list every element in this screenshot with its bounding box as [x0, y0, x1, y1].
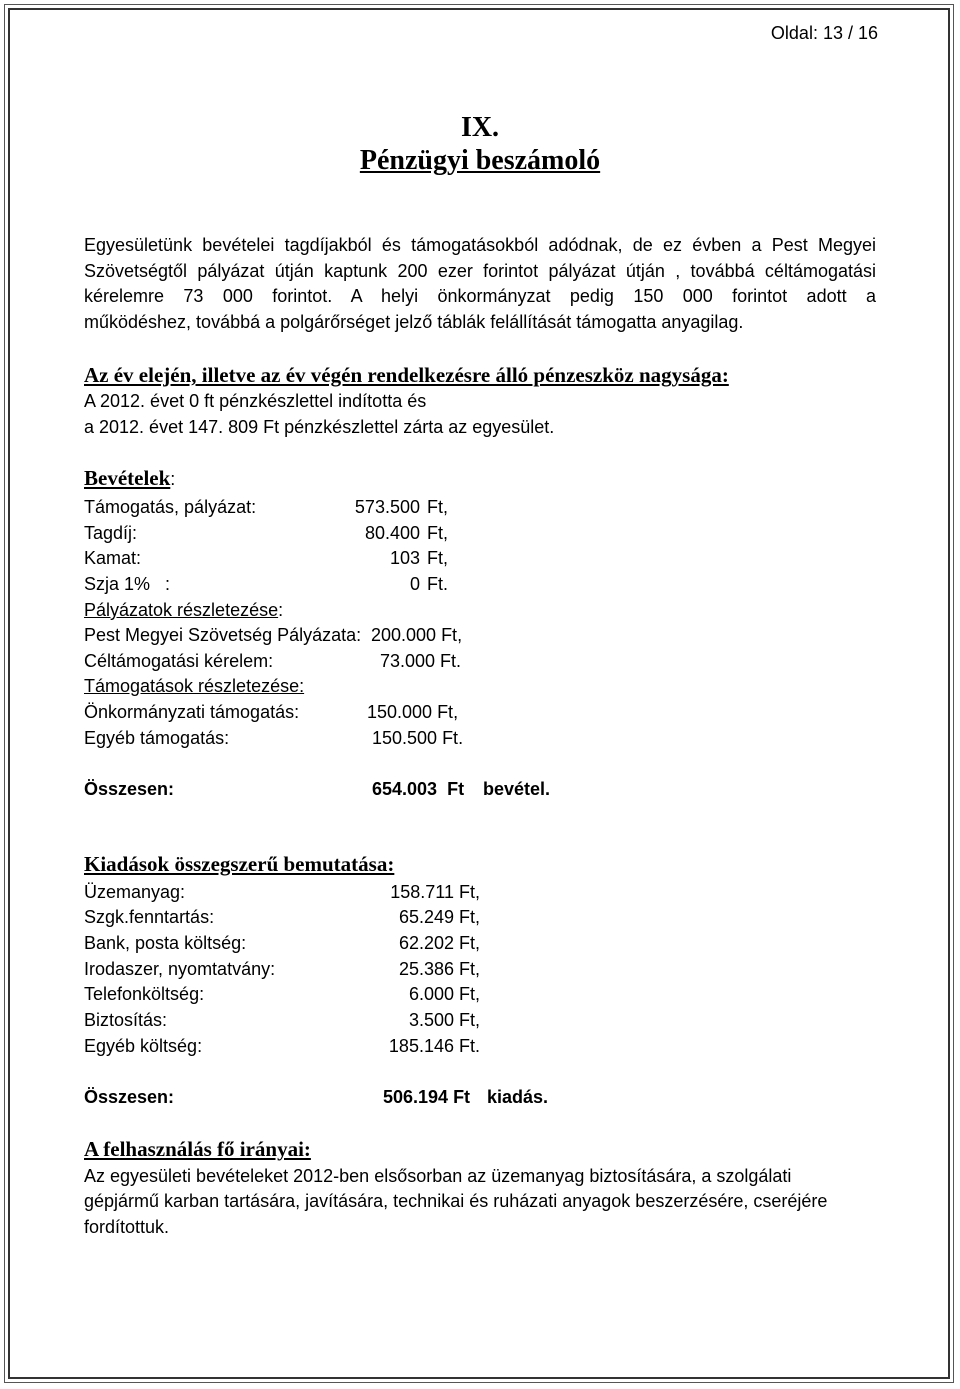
usage-line-3: fordítottuk.: [84, 1217, 170, 1237]
support-label: Önkormányzati támogatás:: [84, 702, 300, 722]
expense-value: 3.500 Ft,: [408, 1010, 480, 1030]
expense-value: 185.146 Ft.: [388, 1036, 480, 1056]
support-label: Egyéb támogatás:: [84, 728, 230, 748]
income-item-unit: Ft,: [427, 497, 448, 517]
expense-value: 25.386 Ft,: [398, 959, 480, 979]
expense-label: Irodaszer, nyomtatvány:: [84, 959, 276, 979]
intro-line-3: kérelemre 73 000 forintot. A helyi önkormányzat pedig 150 000 forintot adott a: [84, 286, 876, 306]
expenses-total-value: 506.194 Ft: [383, 1087, 471, 1107]
intro-line-1: Egyesületünk bevételei tagdíjakból és támogatásokból adódnak, de ez évben a Pest Megyei: [84, 235, 876, 255]
expense-value: 62.202 Ft,: [398, 933, 480, 953]
intro-line-2: Szövetségtől pályázat útján kaptunk 200 ezer forintot pályázat útján , továbbá céltámogatási: [84, 261, 876, 281]
income-total-suffix: bevétel.: [483, 779, 551, 799]
expenses-total-label: Összesen:: [84, 1087, 175, 1107]
income-item-unit: Ft.: [427, 574, 448, 594]
income-total-label: Összesen:: [84, 779, 175, 799]
income-item-unit: Ft,: [427, 523, 448, 543]
expense-label: Egyéb költség:: [84, 1036, 203, 1056]
income-item-label: Támogatás, pályázat:: [84, 497, 257, 517]
support-heading: Támogatások részletezése:: [84, 676, 305, 696]
income-heading: Bevételek:: [84, 466, 176, 490]
support-value: 150.500 Ft.: [372, 728, 464, 748]
expense-label: Bank, posta költség:: [84, 933, 247, 953]
usage-line-1: Az egyesületi bevételeket 2012-ben elsősorban az üzemanyag biztosítására, a szolgálati: [84, 1166, 792, 1186]
grant-label: Pest Megyei Szövetség Pályázata:: [84, 625, 362, 645]
expense-label: Szgk.fenntartás:: [84, 907, 215, 927]
usage-heading: A felhasználás fő irányai:: [84, 1137, 311, 1161]
expense-value: 65.249 Ft,: [398, 907, 480, 927]
grant-value: 200.000 Ft,: [371, 625, 463, 645]
funds-end: a 2012. évet 147. 809 Ft pénzkészlettel zárta az egyesület.: [84, 417, 555, 437]
income-item-value: 0: [409, 574, 420, 594]
income-item-unit: Ft,: [427, 548, 448, 568]
expense-label: Telefonköltség:: [84, 984, 205, 1004]
income-item-value: 573.500: [354, 497, 420, 517]
chapter-title: Pénzügyi beszámoló: [359, 145, 601, 176]
grant-label: Céltámogatási kérelem:: [84, 651, 274, 671]
funds-heading: Az év elején, illetve az év végén rendelkezésre álló pénzeszköz nagysága:: [84, 363, 729, 387]
income-item-label: Kamat:: [84, 548, 142, 568]
income-item-value: 103: [389, 548, 420, 568]
grant-value: 73.000 Ft.: [380, 651, 462, 671]
income-item-value: 80.400: [364, 523, 420, 543]
expense-value: 158.711 Ft,: [390, 882, 480, 902]
grants-heading: Pályázatok részletezése:: [84, 600, 284, 620]
funds-start: A 2012. évet 0 ft pénzkészlettel indította és: [84, 391, 427, 411]
expenses-total-suffix: kiadás.: [487, 1087, 549, 1107]
page-number: Oldal: 13 / 16: [770, 23, 878, 43]
income-item-label: Szja 1% :: [84, 574, 171, 594]
expense-value: 6.000 Ft,: [408, 984, 480, 1004]
income-total-value: 654.003 Ft: [372, 779, 465, 799]
expense-label: Biztosítás:: [84, 1010, 168, 1030]
income-item-label: Tagdíj:: [84, 523, 138, 543]
support-value: 150.000 Ft,: [367, 702, 459, 722]
intro-line-4: működéshez, továbbá a polgárőrséget jelző táblák felállítását támogatta anyagilag.: [84, 312, 744, 332]
usage-line-2: gépjármű karban tartására, javítására, technikai és ruházati anyagok beszerzésére, cseréjére: [84, 1191, 828, 1211]
expense-label: Üzemanyag:: [84, 882, 186, 902]
chapter-number: IX.: [460, 112, 500, 143]
expenses-heading: Kiadások összegszerű bemutatása:: [84, 852, 395, 876]
